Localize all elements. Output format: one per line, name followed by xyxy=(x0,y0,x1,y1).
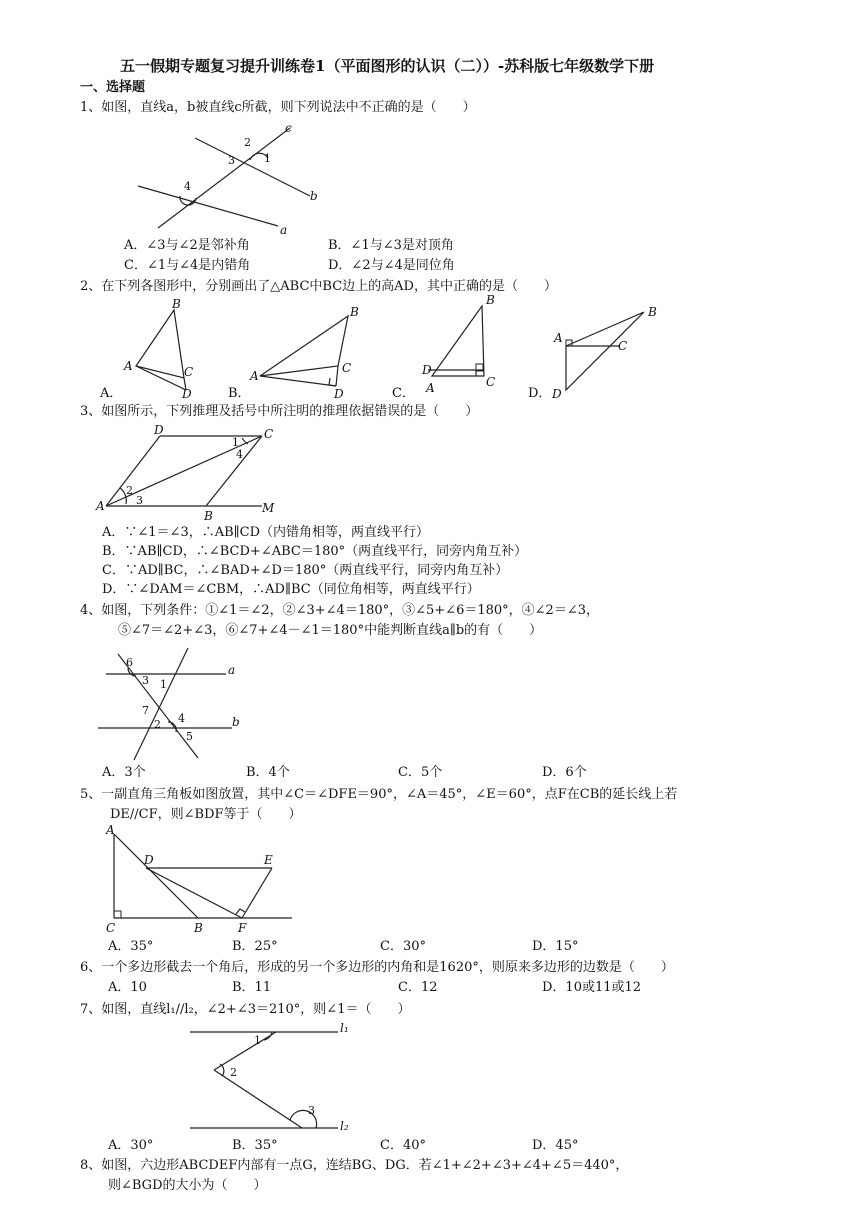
angle-1: 1 xyxy=(254,1034,261,1047)
question-6-stem: 6、一个多边形截去一个角后，形成的另一个多边形的内角和是1620°，则原来多边形的边数是（ ） xyxy=(80,960,674,975)
question-1-stem: 1、如图，直线a，b被直线c所截，则下列说法中不正确的是（ ） xyxy=(80,100,476,115)
q6-option-b[interactable]: B．11 xyxy=(232,980,272,995)
question-4-stem: 4、如图，下列条件：①∠1＝∠2，②∠3+∠4＝180°，③∠5+∠6＝180°，④∠2＝∠3， xyxy=(80,603,599,618)
line-a-label: a xyxy=(280,223,288,237)
question-5-stem-2: DE//CF，则∠BDF等于（ ） xyxy=(110,807,302,822)
angle-6: 6 xyxy=(126,656,133,669)
pt-d: D xyxy=(154,423,164,437)
pt-d: D xyxy=(552,387,562,401)
pt-b: B xyxy=(194,921,203,935)
section-heading: 一、选择题 xyxy=(80,80,146,95)
angle-2-label: 2 xyxy=(244,136,251,149)
pt-a: A xyxy=(124,359,133,373)
q5-option-d[interactable]: D．15° xyxy=(532,939,579,954)
pt-d: D xyxy=(422,363,432,377)
question-8-stem: 8、如图，六边形ABCDEF内部有一点G，连结BG、DG．若∠1+∠2+∠3+∠4+∠5＝440°， xyxy=(80,1158,629,1173)
q4-option-b[interactable]: B．4个 xyxy=(246,765,290,780)
pt-m: M xyxy=(262,501,275,515)
angle-1: 1 xyxy=(160,678,167,691)
q2-figure-d xyxy=(552,302,662,401)
pt-c: C xyxy=(106,921,116,935)
angle-1-label: 1 xyxy=(264,152,271,165)
q7-option-d[interactable]: D．45° xyxy=(532,1138,579,1153)
page-title: 五一假期专题复习提升训练卷1（平面图形的认识（二））-苏科版七年级数学下册 xyxy=(120,57,655,75)
q1-option-a[interactable]: A．∠3与∠2是邻补角 xyxy=(124,238,250,253)
pt-e: E xyxy=(264,853,273,867)
pt-a: A xyxy=(96,499,105,513)
question-8-stem-2: 则∠BGD的大小为（ ） xyxy=(108,1178,267,1193)
q3-option-b[interactable]: B．∵AB∥CD，∴∠BCD+∠ABC＝180°（两直线平行，同旁内角互补） xyxy=(102,544,528,559)
q3-option-a[interactable]: A．∵∠1＝∠3，∴AB∥CD（内错角相等，两直线平行） xyxy=(102,525,430,540)
pt-d: D xyxy=(334,387,344,401)
angle-2: 2 xyxy=(154,718,161,731)
pt-a: A xyxy=(554,331,563,345)
q3-option-c[interactable]: C．∵AD∥BC，∴∠BAD+∠D＝180°（两直线平行，同旁内角互补） xyxy=(102,563,509,578)
pt-b: B xyxy=(350,305,359,319)
q4-option-a[interactable]: A．3个 xyxy=(102,765,146,780)
q2-option-b[interactable]: B． xyxy=(228,386,251,401)
q2-option-c[interactable]: C． xyxy=(392,386,415,401)
q1-option-c[interactable]: C．∠1与∠4是内错角 xyxy=(124,258,251,273)
line-b-label: b xyxy=(232,715,240,729)
pt-c: C xyxy=(486,375,496,389)
pt-d: D xyxy=(144,853,154,867)
pt-b: B xyxy=(486,293,495,307)
q5-option-b[interactable]: B．25° xyxy=(232,939,278,954)
line-b-label: b xyxy=(310,189,318,203)
line-l1-label: l₁ xyxy=(340,1021,349,1035)
q7-option-a[interactable]: A．30° xyxy=(108,1138,154,1153)
pt-a: A xyxy=(106,823,115,837)
pt-d: D xyxy=(182,387,192,401)
q2-option-a[interactable]: A． xyxy=(100,386,123,401)
q6-option-d[interactable]: D．10或11或12 xyxy=(542,980,642,995)
question-4-figure xyxy=(96,642,256,766)
pt-c: C xyxy=(184,365,194,379)
angle-1: 1 xyxy=(232,436,239,449)
pt-c: C xyxy=(264,427,274,441)
q6-option-a[interactable]: A．10 xyxy=(108,980,147,995)
pt-a: A xyxy=(426,381,435,395)
q2-figure-b xyxy=(250,305,370,401)
angle-4: 4 xyxy=(236,448,243,461)
q5-option-a[interactable]: A．35° xyxy=(108,939,154,954)
q3-option-d[interactable]: D．∵∠DAM＝∠CBM，∴AD∥BC（同位角相等，两直线平行） xyxy=(102,582,480,597)
question-3-figure xyxy=(96,420,296,523)
angle-2: 2 xyxy=(230,1066,237,1079)
question-3-stem: 3、如图所示，下列推理及括号中所注明的推理依据错误的是（ ） xyxy=(80,404,479,419)
q4-option-c[interactable]: C．5个 xyxy=(398,765,443,780)
angle-7: 7 xyxy=(142,704,149,717)
pt-f: F xyxy=(238,921,247,935)
question-7-figure xyxy=(180,1020,360,1138)
angle-3: 3 xyxy=(136,494,143,507)
pt-c: C xyxy=(618,339,628,353)
pt-c: C xyxy=(342,361,352,375)
pt-a: A xyxy=(250,369,259,383)
pt-b: B xyxy=(172,297,181,311)
q6-option-c[interactable]: C．12 xyxy=(398,980,438,995)
question-2-stem: 2、在下列各图形中，分别画出了△ABC中BC边上的高AD，其中正确的是（ ） xyxy=(80,279,557,294)
q1-option-d[interactable]: D．∠2与∠4是同位角 xyxy=(328,258,455,273)
angle-3: 3 xyxy=(308,1104,315,1117)
question-5-figure xyxy=(104,824,304,936)
angle-3: 3 xyxy=(142,674,149,687)
q2-figure-c xyxy=(420,294,510,394)
angle-3-label: 3 xyxy=(228,154,235,167)
angle-4: 4 xyxy=(178,712,185,725)
question-4-stem-2: ⑤∠7＝∠2+∠3，⑥∠7+∠4－∠1＝180°中能判断直线a∥b的有（ ） xyxy=(118,623,543,638)
q7-option-b[interactable]: B．35° xyxy=(232,1138,278,1153)
q5-option-c[interactable]: C．30° xyxy=(380,939,426,954)
pt-b: B xyxy=(648,305,657,319)
question-1-figure xyxy=(120,118,320,238)
q7-option-c[interactable]: C．40° xyxy=(380,1138,426,1153)
angle-5: 5 xyxy=(186,730,193,743)
question-5-stem: 5、一副直角三角板如图放置，其中∠C＝∠DFE＝90°，∠A＝45°，∠E＝60°，点F在CB的延长线上若 xyxy=(80,787,678,802)
q4-option-d[interactable]: D．6个 xyxy=(542,765,587,780)
question-7-stem: 7、如图，直线l₁//l₂，∠2+∠3＝210°，则∠1＝（ ） xyxy=(80,1002,411,1017)
line-l2-label: l₂ xyxy=(340,1119,349,1133)
q1-option-b[interactable]: B．∠1与∠3是对顶角 xyxy=(328,238,454,253)
angle-2: 2 xyxy=(126,484,133,497)
line-a-label: a xyxy=(228,663,236,677)
angle-4-label: 4 xyxy=(184,180,191,193)
pt-b: B xyxy=(204,509,213,523)
q2-option-d[interactable]: D． xyxy=(528,386,552,401)
line-c-label: c xyxy=(285,121,292,135)
q2-figure-a xyxy=(118,297,208,401)
